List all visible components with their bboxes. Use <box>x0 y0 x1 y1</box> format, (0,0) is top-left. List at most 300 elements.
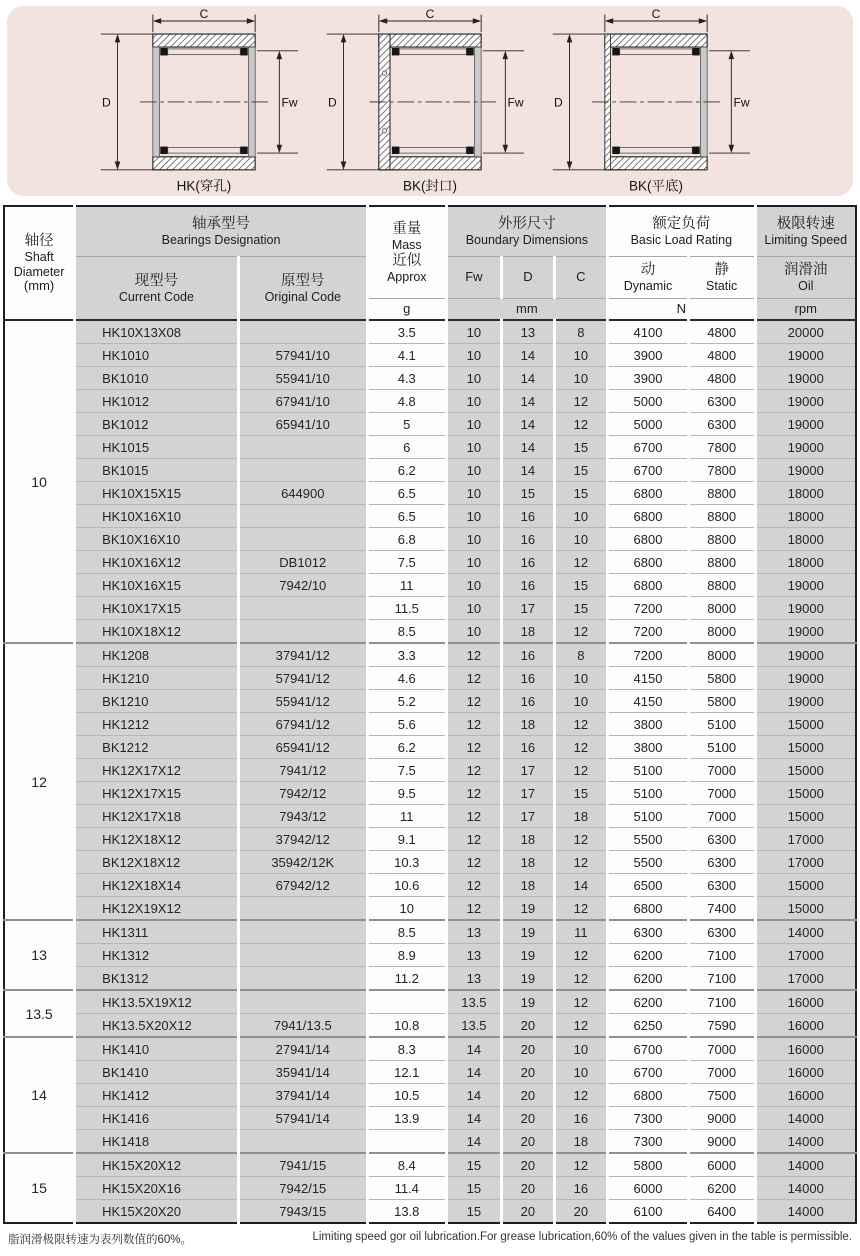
d-cell: 14 <box>502 390 554 413</box>
mass-cell: 6.5 <box>367 482 446 505</box>
current-code-cell: HK1418 <box>75 1130 239 1154</box>
dynamic-load-cell: 6000 <box>608 1177 689 1200</box>
d-cell: 14 <box>502 436 554 459</box>
table-row <box>4 528 856 551</box>
col-header-d: D <box>502 256 554 298</box>
fw-cell: 10 <box>446 620 502 644</box>
table-row <box>4 1130 856 1154</box>
table-row <box>4 828 856 851</box>
table-row <box>4 597 856 620</box>
original-code-cell <box>238 505 367 528</box>
d-cell: 14 <box>502 367 554 390</box>
c-cell: 15 <box>554 459 608 482</box>
oil-speed-cell: 16000 <box>755 1084 856 1107</box>
col-header-shaft-diameter: 轴径 Shaft Diameter (mm) <box>4 206 75 320</box>
mass-cell: 11.2 <box>367 967 446 991</box>
current-code-cell: HK1015 <box>75 436 239 459</box>
d-cell: 16 <box>502 667 554 690</box>
original-code-cell: 55941/10 <box>238 367 367 390</box>
c-cell: 20 <box>554 1200 608 1224</box>
oil-speed-cell: 19000 <box>755 390 856 413</box>
original-code-cell: 65941/12 <box>238 736 367 759</box>
dim-label-c: C <box>651 8 661 22</box>
original-code-cell <box>238 320 367 344</box>
c-cell: 15 <box>554 597 608 620</box>
current-code-cell: HK12X19X12 <box>75 897 239 921</box>
fw-cell: 12 <box>446 690 502 713</box>
table-body <box>4 320 856 1223</box>
mass-cell: 4.3 <box>367 367 446 390</box>
c-cell: 10 <box>554 1061 608 1084</box>
mass-cell: 10.8 <box>367 1014 446 1038</box>
table-row <box>4 1037 856 1061</box>
oil-speed-cell: 19000 <box>755 436 856 459</box>
table-row <box>4 436 856 459</box>
dynamic-load-cell: 6200 <box>608 990 689 1014</box>
oil-speed-cell: 15000 <box>755 805 856 828</box>
d-cell: 20 <box>502 1130 554 1154</box>
fw-cell: 10 <box>446 344 502 367</box>
oil-speed-cell: 19000 <box>755 597 856 620</box>
current-code-cell: HK12X17X15 <box>75 782 239 805</box>
fw-cell: 12 <box>446 782 502 805</box>
fw-cell: 10 <box>446 367 502 390</box>
d-cell: 17 <box>502 782 554 805</box>
original-code-cell: 55941/12 <box>238 690 367 713</box>
c-cell: 12 <box>554 944 608 967</box>
static-load-cell: 9000 <box>688 1130 755 1154</box>
static-load-cell: 8800 <box>688 505 755 528</box>
current-code-cell: HK1416 <box>75 1107 239 1130</box>
c-cell: 12 <box>554 390 608 413</box>
fw-cell: 13 <box>446 920 502 944</box>
static-load-cell: 7000 <box>688 805 755 828</box>
oil-speed-cell: 19000 <box>755 413 856 436</box>
mass-cell: 9.5 <box>367 782 446 805</box>
table-row <box>4 1153 856 1177</box>
fw-cell: 13 <box>446 944 502 967</box>
d-cell: 14 <box>502 413 554 436</box>
original-code-cell: 35942/12K <box>238 851 367 874</box>
c-cell: 8 <box>554 643 608 667</box>
dynamic-load-cell: 6800 <box>608 574 689 597</box>
static-load-cell: 4800 <box>688 320 755 344</box>
c-cell: 12 <box>554 759 608 782</box>
original-code-cell: 67941/10 <box>238 390 367 413</box>
mass-cell: 4.6 <box>367 667 446 690</box>
current-code-cell: BK1015 <box>75 459 239 482</box>
mass-cell: 10.3 <box>367 851 446 874</box>
oil-speed-cell: 14000 <box>755 1153 856 1177</box>
d-cell: 16 <box>502 690 554 713</box>
current-code-cell: BK1012 <box>75 413 239 436</box>
mass-cell <box>367 990 446 1014</box>
footnote <box>8 1231 852 1247</box>
original-code-cell <box>238 920 367 944</box>
current-code-cell: HK1210 <box>75 667 239 690</box>
original-code-cell: 7943/12 <box>238 805 367 828</box>
c-cell: 10 <box>554 690 608 713</box>
original-code-cell: 7942/15 <box>238 1177 367 1200</box>
original-code-cell <box>238 1130 367 1154</box>
current-code-cell: HK10X16X15 <box>75 574 239 597</box>
d-cell: 16 <box>502 643 554 667</box>
table-row <box>4 1084 856 1107</box>
static-load-cell: 6300 <box>688 874 755 897</box>
fw-cell: 14 <box>446 1130 502 1154</box>
original-code-cell <box>238 459 367 482</box>
fw-cell: 14 <box>446 1037 502 1061</box>
static-load-cell: 5800 <box>688 690 755 713</box>
footnote-chinese: 脂润滑极限转速为表列数值的60%。 <box>8 1234 193 1246</box>
fw-cell: 12 <box>446 874 502 897</box>
static-load-cell: 7000 <box>688 1037 755 1061</box>
fw-cell: 12 <box>446 805 502 828</box>
diagram-caption-hk: HK(穿孔) <box>176 178 232 194</box>
col-header-designation: 轴承型号 Bearings Designation <box>75 206 368 256</box>
mass-cell: 9.1 <box>367 828 446 851</box>
table-row <box>4 620 856 644</box>
fw-cell: 12 <box>446 828 502 851</box>
dynamic-load-cell: 6700 <box>608 459 689 482</box>
current-code-cell: HK10X15X15 <box>75 482 239 505</box>
oil-speed-cell: 19000 <box>755 344 856 367</box>
static-load-cell: 6400 <box>688 1200 755 1224</box>
mass-cell: 8.9 <box>367 944 446 967</box>
mass-cell: 10 <box>367 897 446 921</box>
current-code-cell: HK10X17X15 <box>75 597 239 620</box>
c-cell: 10 <box>554 667 608 690</box>
bearing-diagram-bk-flat <box>546 8 766 194</box>
col-header-oil: 润滑油 Oil <box>755 256 856 298</box>
table-row <box>4 920 856 944</box>
col-header-limiting-speed: 极限转速 Limiting Speed <box>755 206 856 256</box>
mass-cell: 5.2 <box>367 690 446 713</box>
original-code-cell <box>238 990 367 1014</box>
fw-cell: 10 <box>446 505 502 528</box>
c-cell: 10 <box>554 1037 608 1061</box>
table-row <box>4 1177 856 1200</box>
d-cell: 20 <box>502 1014 554 1038</box>
c-cell: 12 <box>554 990 608 1014</box>
original-code-cell <box>238 944 367 967</box>
mass-cell: 8.5 <box>367 920 446 944</box>
current-code-cell: HK15X20X16 <box>75 1177 239 1200</box>
static-load-cell: 6300 <box>688 390 755 413</box>
d-cell: 17 <box>502 759 554 782</box>
original-code-cell: 57941/14 <box>238 1107 367 1130</box>
d-cell: 16 <box>502 574 554 597</box>
dim-label-fw: Fw <box>733 95 750 110</box>
original-code-cell: 37942/12 <box>238 828 367 851</box>
d-cell: 13 <box>502 320 554 344</box>
static-load-cell: 9000 <box>688 1107 755 1130</box>
bearing-diagram-bk-closed <box>320 8 540 194</box>
mass-cell: 11 <box>367 805 446 828</box>
dynamic-load-cell: 5500 <box>608 828 689 851</box>
oil-speed-cell: 19000 <box>755 574 856 597</box>
oil-speed-cell: 16000 <box>755 1037 856 1061</box>
dynamic-load-cell: 7200 <box>608 643 689 667</box>
mass-cell: 8.5 <box>367 620 446 644</box>
table-row <box>4 805 856 828</box>
table-row <box>4 551 856 574</box>
fw-cell: 14 <box>446 1061 502 1084</box>
mass-cell: 3.3 <box>367 643 446 667</box>
d-cell: 18 <box>502 620 554 644</box>
oil-speed-cell: 14000 <box>755 1200 856 1224</box>
static-load-cell: 4800 <box>688 367 755 390</box>
fw-cell: 10 <box>446 320 502 344</box>
mass-cell: 3.5 <box>367 320 446 344</box>
bearing-diagrams-banner <box>7 6 853 196</box>
current-code-cell: BK1212 <box>75 736 239 759</box>
dim-label-c: C <box>199 8 209 22</box>
fw-cell: 10 <box>446 574 502 597</box>
fw-cell: 15 <box>446 1153 502 1177</box>
c-cell: 18 <box>554 805 608 828</box>
static-load-cell: 8800 <box>688 482 755 505</box>
d-cell: 20 <box>502 1107 554 1130</box>
oil-speed-cell: 18000 <box>755 551 856 574</box>
current-code-cell: HK1012 <box>75 390 239 413</box>
table-row <box>4 367 856 390</box>
mass-cell: 5 <box>367 413 446 436</box>
fw-cell: 13 <box>446 967 502 991</box>
d-cell: 18 <box>502 713 554 736</box>
static-load-cell: 5100 <box>688 736 755 759</box>
unit-dimensions-mm: mm <box>446 298 608 320</box>
d-cell: 18 <box>502 874 554 897</box>
shaft-diameter-cell: 10 <box>4 320 75 643</box>
current-code-cell: HK10X16X12 <box>75 551 239 574</box>
static-load-cell: 4800 <box>688 344 755 367</box>
table-row <box>4 782 856 805</box>
mass-cell: 7.5 <box>367 551 446 574</box>
dim-label-d: D <box>327 95 337 110</box>
col-header-mass: 重量 Mass 近似 Approx <box>367 206 446 298</box>
original-code-cell: 7941/15 <box>238 1153 367 1177</box>
current-code-cell: HK12X17X12 <box>75 759 239 782</box>
original-code-cell: 7941/12 <box>238 759 367 782</box>
c-cell: 15 <box>554 436 608 459</box>
current-code-cell: BK12X18X12 <box>75 851 239 874</box>
oil-speed-cell: 15000 <box>755 713 856 736</box>
oil-speed-cell: 14000 <box>755 1177 856 1200</box>
c-cell: 8 <box>554 320 608 344</box>
oil-speed-cell: 19000 <box>755 367 856 390</box>
d-cell: 16 <box>502 505 554 528</box>
original-code-cell <box>238 597 367 620</box>
oil-speed-cell: 19000 <box>755 690 856 713</box>
mass-cell: 10.6 <box>367 874 446 897</box>
original-code-cell: 35941/14 <box>238 1061 367 1084</box>
oil-speed-cell: 14000 <box>755 1107 856 1130</box>
original-code-cell: 37941/14 <box>238 1084 367 1107</box>
c-cell: 12 <box>554 828 608 851</box>
d-cell: 16 <box>502 528 554 551</box>
dynamic-load-cell: 6100 <box>608 1200 689 1224</box>
table-row <box>4 1014 856 1038</box>
table-row <box>4 1107 856 1130</box>
static-load-cell: 8000 <box>688 620 755 644</box>
dynamic-load-cell: 3800 <box>608 736 689 759</box>
c-cell: 12 <box>554 713 608 736</box>
bearing-diagram-bk-flat-drawing <box>546 8 766 194</box>
fw-cell: 12 <box>446 736 502 759</box>
col-header-static: 静 Static <box>688 256 755 298</box>
c-cell: 12 <box>554 620 608 644</box>
fw-cell: 10 <box>446 390 502 413</box>
dynamic-load-cell: 6700 <box>608 1061 689 1084</box>
oil-speed-cell: 15000 <box>755 897 856 921</box>
table-row <box>4 713 856 736</box>
original-code-cell <box>238 967 367 991</box>
static-load-cell: 5800 <box>688 667 755 690</box>
original-code-cell: DB1012 <box>238 551 367 574</box>
table-row <box>4 874 856 897</box>
current-code-cell: BK1210 <box>75 690 239 713</box>
dynamic-load-cell: 3900 <box>608 344 689 367</box>
oil-speed-cell: 17000 <box>755 944 856 967</box>
static-load-cell: 5100 <box>688 713 755 736</box>
dynamic-load-cell: 6800 <box>608 551 689 574</box>
mass-cell: 4.8 <box>367 390 446 413</box>
mass-cell: 8.3 <box>367 1037 446 1061</box>
static-load-cell: 7000 <box>688 759 755 782</box>
c-cell: 12 <box>554 413 608 436</box>
d-cell: 20 <box>502 1153 554 1177</box>
c-cell: 16 <box>554 1107 608 1130</box>
dim-label-d: D <box>101 95 111 110</box>
dynamic-load-cell: 5000 <box>608 413 689 436</box>
static-load-cell: 8800 <box>688 551 755 574</box>
current-code-cell: BK1312 <box>75 967 239 991</box>
static-load-cell: 6000 <box>688 1153 755 1177</box>
oil-speed-cell: 18000 <box>755 482 856 505</box>
dynamic-load-cell: 7200 <box>608 597 689 620</box>
fw-cell: 12 <box>446 643 502 667</box>
dynamic-load-cell: 5000 <box>608 390 689 413</box>
col-header-current-code: 现型号 Current Code <box>75 256 239 320</box>
dynamic-load-cell: 6800 <box>608 482 689 505</box>
c-cell: 12 <box>554 1084 608 1107</box>
dynamic-load-cell: 4150 <box>608 690 689 713</box>
dynamic-load-cell: 6700 <box>608 436 689 459</box>
static-load-cell: 7800 <box>688 459 755 482</box>
d-cell: 20 <box>502 1200 554 1224</box>
mass-cell: 6 <box>367 436 446 459</box>
oil-speed-cell: 19000 <box>755 620 856 644</box>
table-row <box>4 505 856 528</box>
mass-cell: 6.5 <box>367 505 446 528</box>
static-load-cell: 7500 <box>688 1084 755 1107</box>
static-load-cell: 6300 <box>688 851 755 874</box>
c-cell: 12 <box>554 897 608 921</box>
c-cell: 15 <box>554 574 608 597</box>
mass-cell: 11 <box>367 574 446 597</box>
diagram-caption-bk-closed: BK(封口) <box>403 178 457 194</box>
table-row <box>4 459 856 482</box>
original-code-cell: 7942/12 <box>238 782 367 805</box>
d-cell: 19 <box>502 944 554 967</box>
dim-label-d: D <box>553 95 563 110</box>
shaft-diameter-cell: 12 <box>4 643 75 920</box>
fw-cell: 10 <box>446 597 502 620</box>
col-header-fw: Fw <box>446 256 502 298</box>
original-code-cell: 65941/10 <box>238 413 367 436</box>
diagram-caption-bk-flat: BK(平底) <box>629 178 683 194</box>
oil-speed-cell: 15000 <box>755 736 856 759</box>
d-cell: 20 <box>502 1084 554 1107</box>
c-cell: 16 <box>554 1177 608 1200</box>
table-row <box>4 897 856 921</box>
current-code-cell: HK12X17X18 <box>75 805 239 828</box>
d-cell: 18 <box>502 828 554 851</box>
shaft-diameter-cell: 13 <box>4 920 75 990</box>
table-row <box>4 344 856 367</box>
dim-label-fw: Fw <box>281 95 298 110</box>
current-code-cell: HK12X18X12 <box>75 828 239 851</box>
fw-cell: 12 <box>446 713 502 736</box>
table-row <box>4 1200 856 1224</box>
c-cell: 10 <box>554 505 608 528</box>
dynamic-load-cell: 7300 <box>608 1107 689 1130</box>
original-code-cell <box>238 620 367 644</box>
c-cell: 10 <box>554 367 608 390</box>
current-code-cell: HK1010 <box>75 344 239 367</box>
original-code-cell: 27941/14 <box>238 1037 367 1061</box>
oil-speed-cell: 15000 <box>755 874 856 897</box>
mass-cell: 7.5 <box>367 759 446 782</box>
c-cell: 15 <box>554 482 608 505</box>
oil-speed-cell: 16000 <box>755 1061 856 1084</box>
mass-cell <box>367 1130 446 1154</box>
original-code-cell: 57941/12 <box>238 667 367 690</box>
static-load-cell: 6300 <box>688 828 755 851</box>
static-load-cell: 7400 <box>688 897 755 921</box>
dynamic-load-cell: 6250 <box>608 1014 689 1038</box>
table-row <box>4 851 856 874</box>
d-cell: 19 <box>502 990 554 1014</box>
mass-cell: 10.5 <box>367 1084 446 1107</box>
table-row <box>4 390 856 413</box>
c-cell: 14 <box>554 874 608 897</box>
bearing-spec-table <box>3 205 857 1224</box>
fw-cell: 13.5 <box>446 990 502 1014</box>
d-cell: 14 <box>502 344 554 367</box>
static-load-cell: 8000 <box>688 597 755 620</box>
static-load-cell: 8000 <box>688 643 755 667</box>
c-cell: 12 <box>554 967 608 991</box>
table-row <box>4 320 856 344</box>
fw-cell: 14 <box>446 1107 502 1130</box>
dynamic-load-cell: 6200 <box>608 944 689 967</box>
dynamic-load-cell: 6700 <box>608 1037 689 1061</box>
original-code-cell: 7942/10 <box>238 574 367 597</box>
bearing-diagram-hk-drawing <box>94 8 314 194</box>
dim-label-c: C <box>425 8 435 22</box>
static-load-cell: 7100 <box>688 990 755 1014</box>
current-code-cell: HK1312 <box>75 944 239 967</box>
fw-cell: 12 <box>446 759 502 782</box>
dynamic-load-cell: 5100 <box>608 782 689 805</box>
d-cell: 17 <box>502 597 554 620</box>
oil-speed-cell: 15000 <box>755 759 856 782</box>
fw-cell: 12 <box>446 667 502 690</box>
current-code-cell: BK1010 <box>75 367 239 390</box>
current-code-cell: HK1412 <box>75 1084 239 1107</box>
